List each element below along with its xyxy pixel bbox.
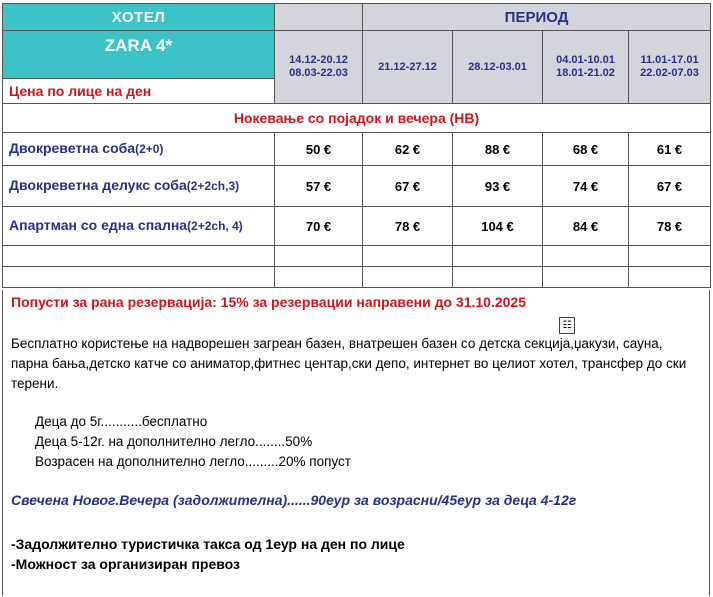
room-name: Апартман со една спална(2+2ch, 4) — [3, 207, 275, 246]
kids-policy: Возрасен на дополнително легло.........20% попуст — [35, 454, 351, 469]
price-table — [2, 3, 711, 288]
board-type: Нокевање со појадок и вечера (НВ) — [3, 104, 711, 133]
table-row — [3, 133, 711, 166]
hotel-name: ZARA 4* — [3, 31, 275, 79]
kids-policy: Деца 5-12г. на дополнително легло........50% — [35, 434, 313, 449]
price-cell: 62 € — [363, 133, 453, 166]
price-cell: 61 € — [629, 133, 711, 166]
kids-policy: Деца до 5г...........бесплатно — [35, 414, 208, 429]
price-per-person-label: Цена по лице на ден — [3, 79, 275, 104]
price-cell: 67 € — [363, 166, 453, 207]
note: -Можност за организиран превоз — [11, 556, 240, 572]
gala-dinner: Свечена Новог.Вечера (задолжителна)......90еур за возрасни/45еур за деца 4-12г — [11, 492, 577, 508]
period-header: ПЕРИОД — [363, 4, 711, 31]
price-cell: 67 € — [629, 166, 711, 207]
clipboard-icon: ☷ — [559, 317, 575, 334]
price-cell: 78 € — [629, 207, 711, 246]
price-cell: 93 € — [453, 166, 543, 207]
period-cell-2: 21.12-27.12 — [363, 31, 453, 104]
note: -Задолжително туристичка такса од 1еур на ден по лице — [11, 536, 405, 552]
price-cell: 88 € — [453, 133, 543, 166]
price-cell: 84 € — [543, 207, 629, 246]
info-section — [2, 290, 710, 596]
price-cell: 68 € — [543, 133, 629, 166]
period-cell-1: 14.12-20.12 08.03-22.03 — [275, 31, 363, 104]
price-cell: 74 € — [543, 166, 629, 207]
price-cell: 78 € — [363, 207, 453, 246]
period-cell-5: 11.01-17.01 22.02-07.03 — [629, 31, 711, 104]
empty-row — [3, 267, 711, 288]
price-cell: 50 € — [275, 133, 363, 166]
room-name: Двокреветна соба(2+0) — [3, 133, 275, 166]
period-cell-4: 04.01-10.01 18.01-21.02 — [543, 31, 629, 104]
table-row — [3, 166, 711, 207]
hotel-header: ХОТЕЛ — [3, 4, 275, 31]
facilities-text: Бесплатно користење на надворешен загреан базен, внатрешен базен со детска секција,џакузи, сауна, парна бања,детско катче со аниматор,фитнес центар,ски депо, интернет во целиот хотел, трансфер до ски терени. — [11, 336, 687, 391]
early-booking-discount: Попусти за рана резервација: 15% за резервации направени до 31.10.2025 — [11, 294, 526, 310]
price-cell: 104 € — [453, 207, 543, 246]
period-cell-3: 28.12-03.01 — [453, 31, 543, 104]
price-cell: 70 € — [275, 207, 363, 246]
table-row — [3, 207, 711, 246]
period-header-spacer — [275, 4, 363, 31]
price-cell: 57 € — [275, 166, 363, 207]
empty-row — [3, 246, 711, 267]
room-name: Двокреветна делукс соба(2+2ch,3) — [3, 166, 275, 207]
